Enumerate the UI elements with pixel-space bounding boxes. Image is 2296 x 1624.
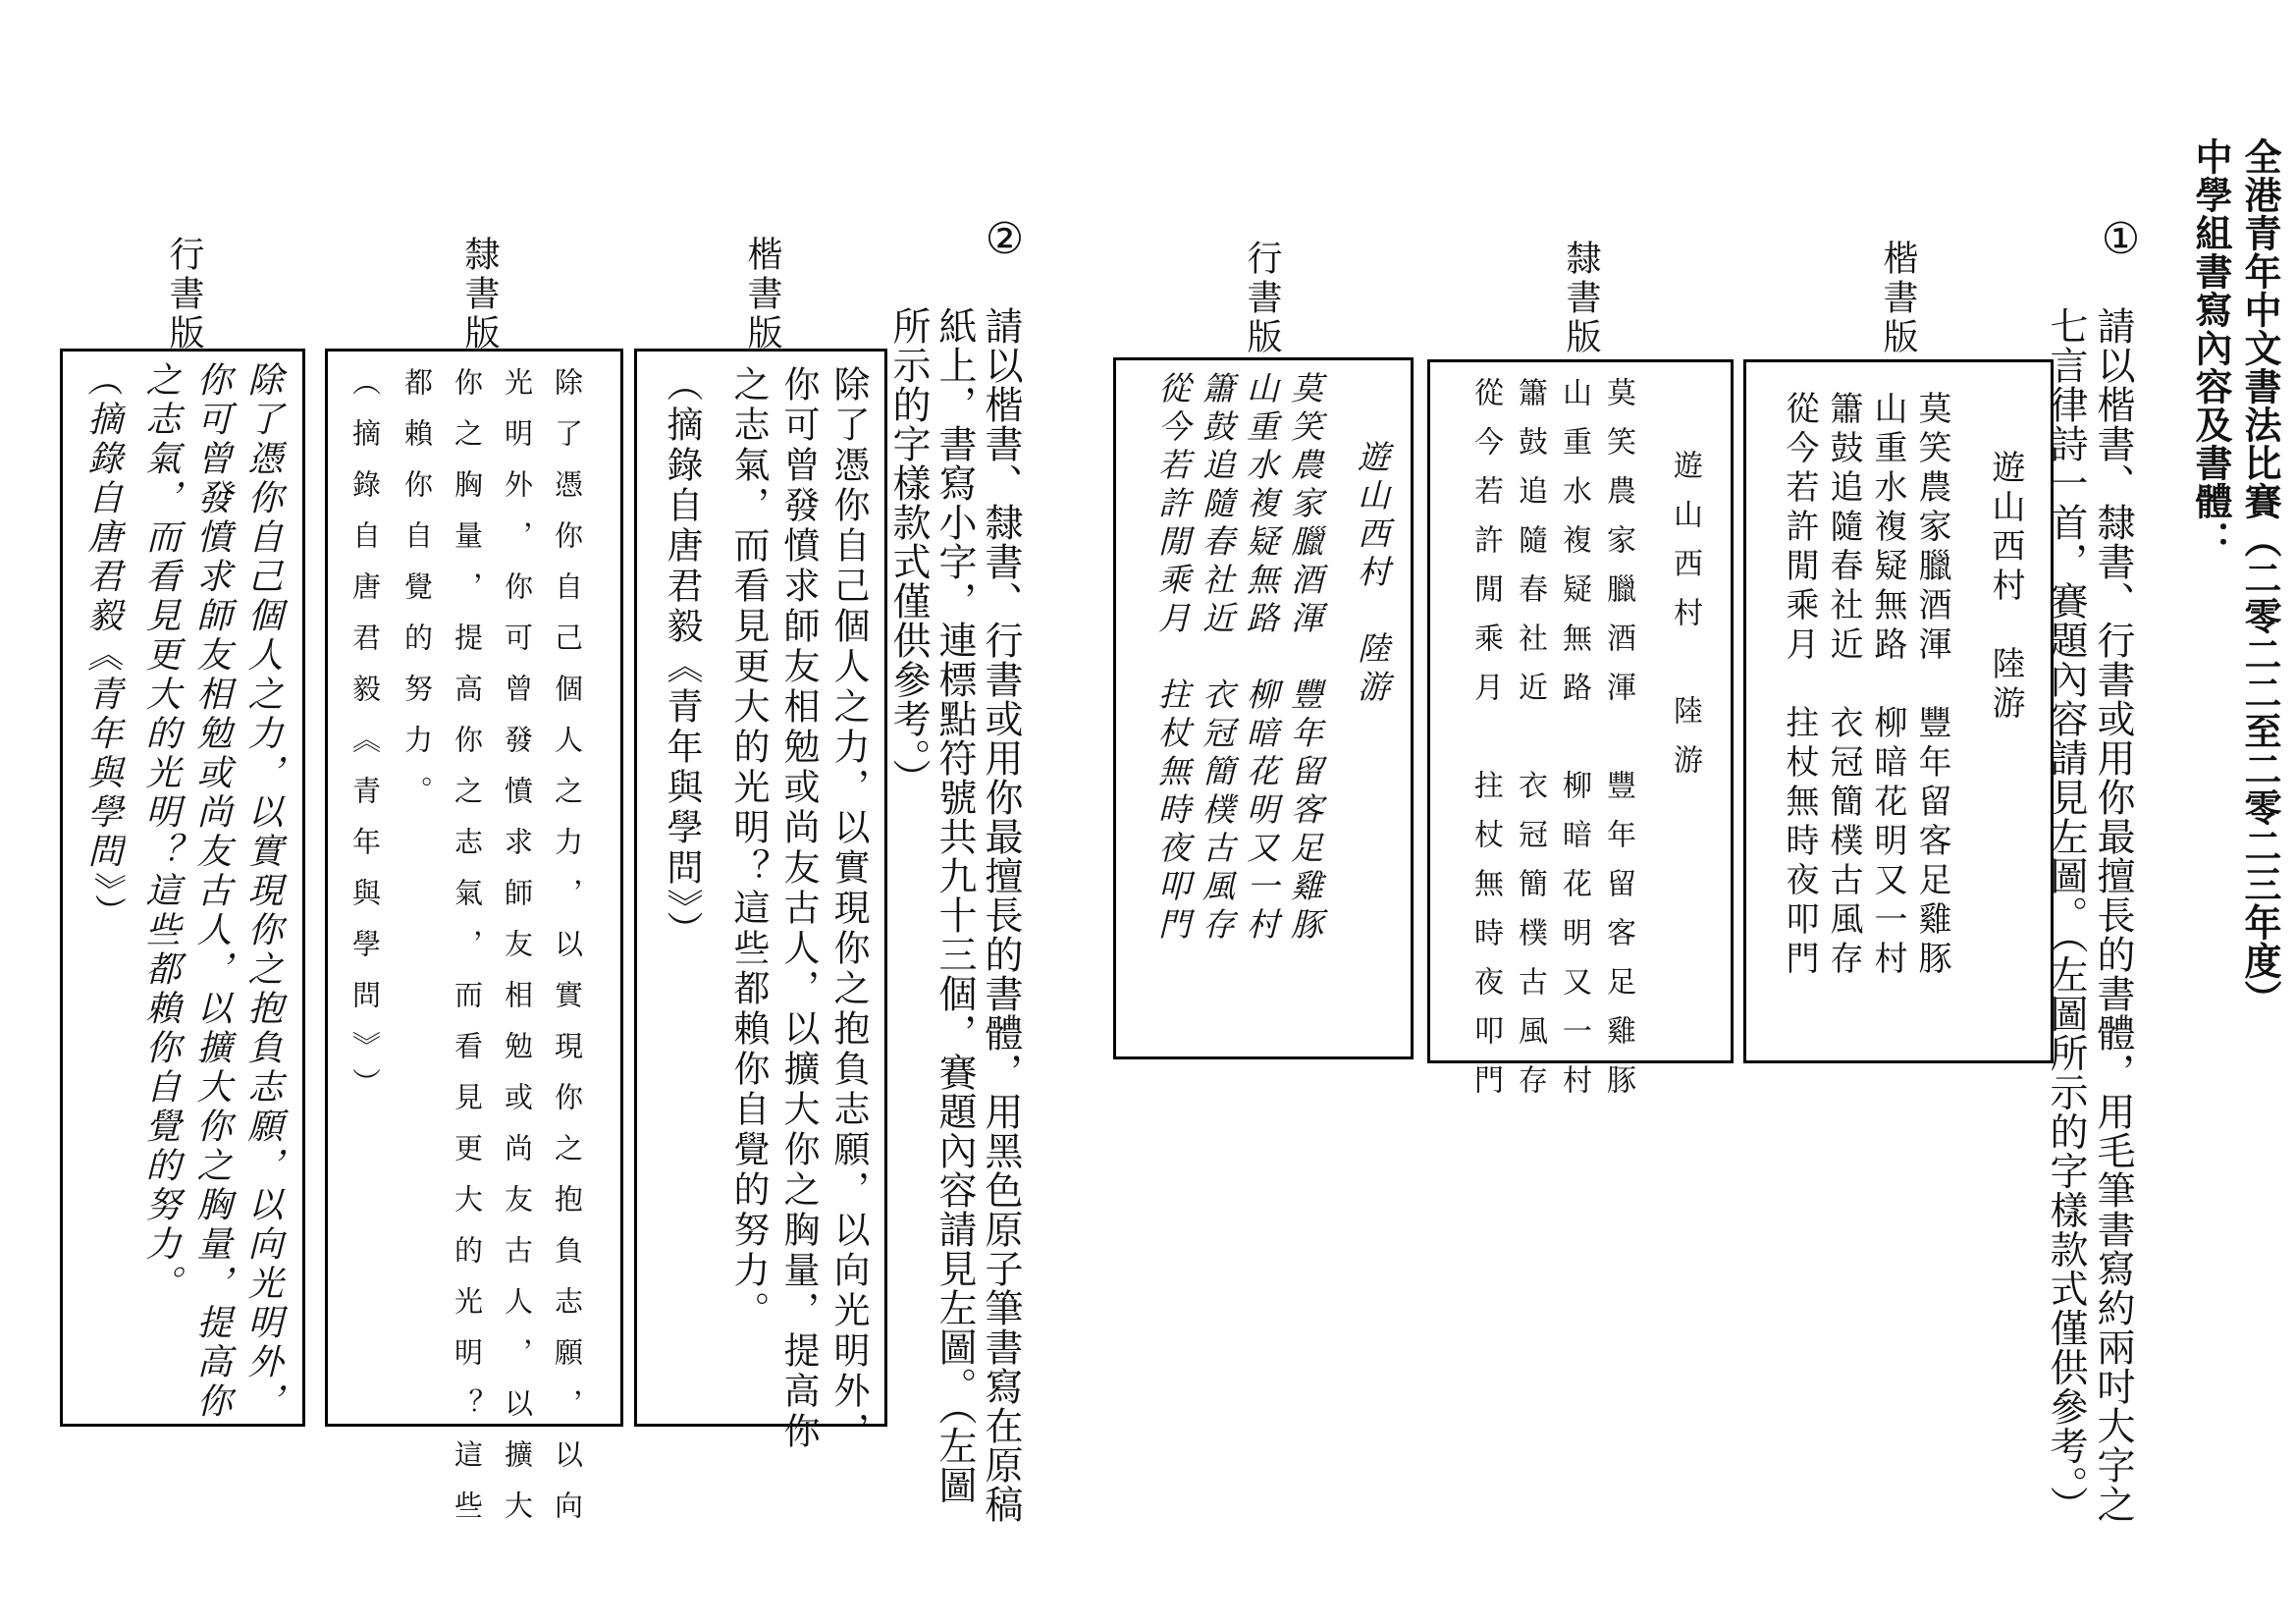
poem-xing-line4: 從今若許閒乘月 拄杖無時夜叩門 [1153,371,1192,946]
section2-number: ② [980,214,1030,264]
section1-label-xing: 行書版 [1242,240,1282,357]
section1-instruction-line1: 請以楷書、隸書、行書或用你最擅長的書體，用毛筆書寫約兩吋大字之 [2091,306,2135,1524]
section1-label-li: 隸書版 [1561,240,1601,357]
poem-kai-line1: 莫笑農家臘酒渾 豐年留客足雞豚 [1912,391,1951,980]
prose-xing-line2: 你可曾發憤求師友相勉或尚友古人，以擴大你之胸量，提高你 [191,361,232,1422]
prose-li-source: （摘錄自唐君毅《青年與學問》） [348,367,382,1119]
poem-kai-title: 遊山西村 陸游 [1986,450,2025,725]
prose-kai-source: （摘錄自唐君毅《青年與學問》） [661,365,703,951]
page-title: 全港青年中文書法比賽（二零二二至二零二三年度） [2238,137,2281,1018]
prose-xing-source: （摘錄自唐君毅《青年與學問》） [82,361,123,933]
poem-li-line1: 莫笑農家臘酒渾 豐年留客足雞豚 [1601,377,1635,1113]
prose-kai-line3: 之志氣，而看見更大的光明？這些都賴你自覺的努力。 [727,365,770,1331]
poem-xing-title: 遊山西村 陸游 [1353,440,1391,708]
prose-kai-line1: 除了憑你自己個人之力，以實現你之抱負志願，以向光明外， [828,365,870,1452]
prose-li-line4: 都賴你自覺的努力。 [400,367,434,827]
poem-li-title: 遊山西村 陸游 [1668,450,1702,793]
poem-kai-line3: 簫鼓追隨春社近 衣冠簡樸古風存 [1824,391,1863,980]
prose-li-line1: 除了憑你自己個人之力，以實現你之抱負志願，以向 [551,367,584,1542]
poem-xing-line1: 莫笑農家臘酒渾 豐年留客足雞豚 [1286,371,1324,946]
section1-label-kai: 楷書版 [1878,240,1918,357]
poem-li-line2: 山重水複疑無路 柳暗花明又一村 [1557,377,1591,1113]
poem-kai-line2: 山重水複疑無路 柳暗花明又一村 [1868,391,1907,980]
section1-number: ① [2096,214,2146,264]
section2-instruction-line1: 請以楷書、隸書、行書或用你最擅長的書體，用黑色原子筆書寫在原稿 [979,306,1023,1524]
section2-label-xing: 行書版 [164,236,204,353]
poem-kai-line4: 從今若許閒乘月 拄杖無時夜叩門 [1780,391,1819,980]
poem-li-line4: 從今若許閒乘月 拄杖無時夜叩門 [1468,377,1503,1113]
prose-li-line2: 光明外，你可曾發憤求師友相勉或尚友古人，以擴大 [501,367,534,1542]
section1-instruction-line2: 七言律詩一首，賽題內容請見左圖。（左圖所示的字樣款式僅供參考。） [2044,306,2088,1525]
prose-xing-line1: 除了憑你自己個人之力，以實現你之抱負志願，以向光明外， [242,361,283,1422]
poem-li-line3: 簫鼓追隨春社近 衣冠簡樸古風存 [1513,377,1547,1113]
section2-label-kai: 楷書版 [742,236,782,353]
poem-xing-line2: 山重水複疑無路 柳暗花明又一村 [1242,371,1280,946]
prose-kai-line2: 你可曾發憤求師友相勉或尚友古人，以擴大你之胸量，提高你 [777,365,820,1452]
prose-li-line3: 你之胸量，提高你之志氣，而看見更大的光明？這些 [451,367,484,1542]
prose-xing-line3: 之志氣，而看見更大的光明？這些都賴你自覺的努力。 [140,361,181,1304]
section2-label-li: 隸書版 [459,236,500,353]
poem-xing-line3: 簫鼓追隨春社近 衣冠簡樸古風存 [1198,371,1236,946]
section2-instruction-line2: 紙上，書寫小字，連標點符號共九十三個，賽題內容請見左圖。（左圖 [933,306,977,1505]
section2-instruction-line3: 所示的字樣款式僅供參考。） [886,306,931,798]
page-subtitle: 中學組書寫內容及書體： [2189,137,2232,559]
